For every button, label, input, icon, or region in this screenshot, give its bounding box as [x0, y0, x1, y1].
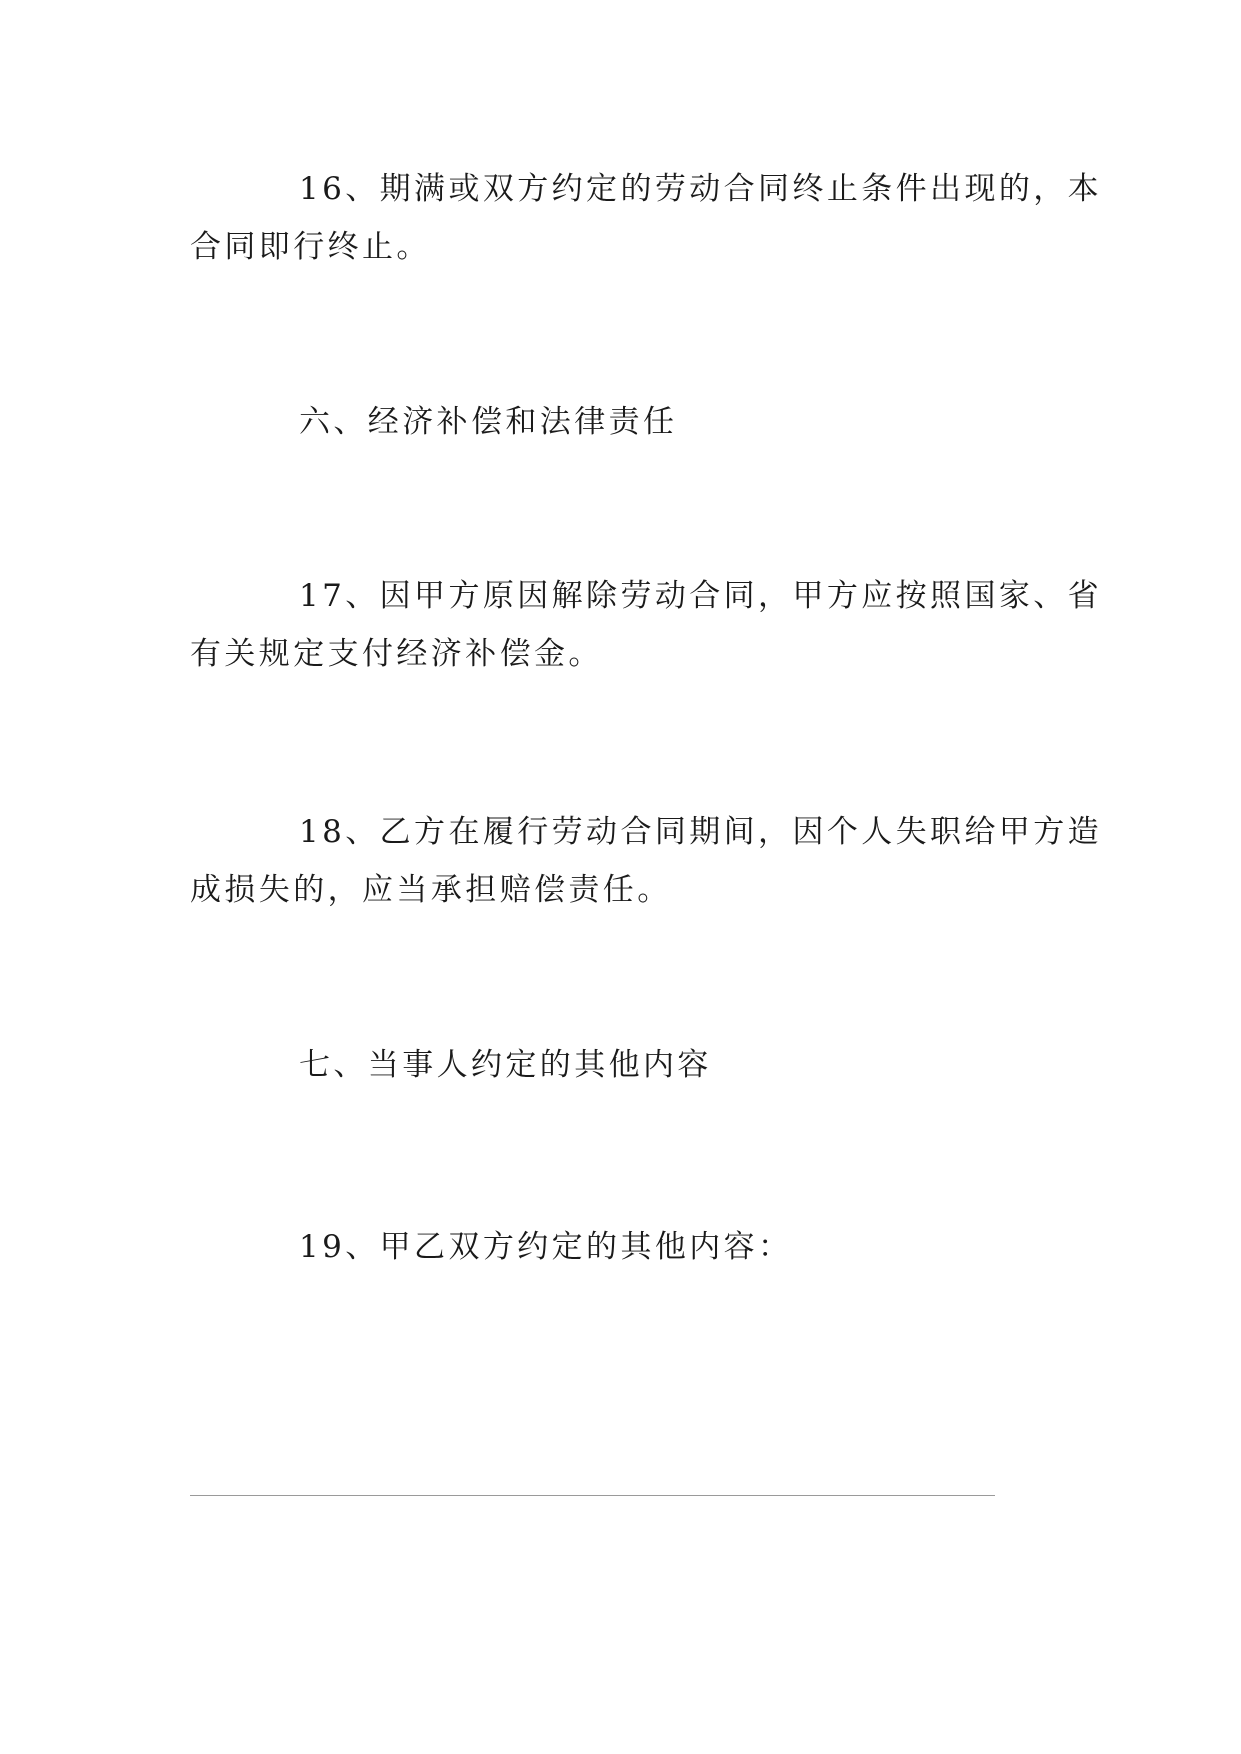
clause-17-line-2: 有关规定支付经济补偿金。 [190, 636, 603, 672]
section-6-heading-text: 六、经济补偿和法律责任 [299, 404, 678, 440]
clause-19-line-1: 19、甲乙双方约定的其他内容： [299, 1229, 793, 1265]
clause-19-paragraph [190, 1218, 1060, 1276]
clause-17-paragraph [190, 567, 1103, 683]
clause-17-line-1: 17、因甲方原因解除劳动合同，甲方应按照国家、省 [299, 578, 1103, 614]
clause-16-line-2: 合同即行终止。 [190, 229, 431, 265]
section-7-heading [190, 1036, 1060, 1094]
page-divider-line [190, 1495, 995, 1496]
clause-18-paragraph [190, 803, 1103, 919]
section-7-heading-text: 七、当事人约定的其他内容 [299, 1047, 712, 1083]
clause-16-line-1: 16、期满或双方约定的劳动合同终止条件出现的，本 [299, 171, 1103, 207]
section-6-heading [190, 393, 1060, 451]
clause-18-line-1: 18、乙方在履行劳动合同期间，因个人失职给甲方造 [299, 814, 1103, 850]
clause-16-paragraph [190, 160, 1103, 276]
clause-18-line-2: 成损失的，应当承担赔偿责任。 [190, 872, 672, 908]
